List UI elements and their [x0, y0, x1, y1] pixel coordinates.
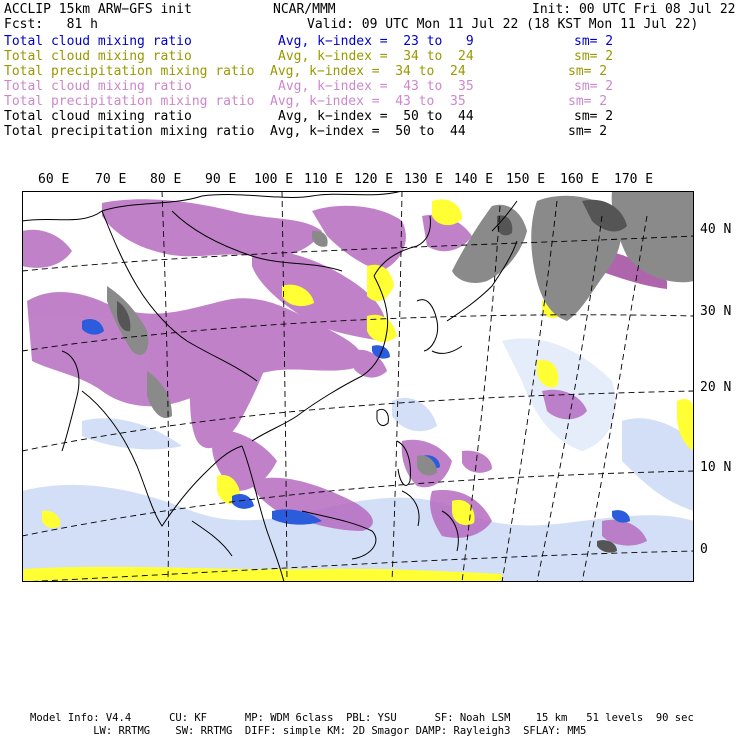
init-time: Init: 00 UTC Fri 08 Jul 22: [532, 2, 736, 17]
field-name: Total cloud mixing ratio: [4, 34, 192, 49]
field-sm: sm= 2: [568, 94, 608, 109]
valid-time: Valid: 09 UTC Mon 11 Jul 22 (18 KST Mon 11 Jul 22): [307, 17, 699, 32]
forecast-hour: Fcst: 81 h: [4, 17, 98, 32]
field-name: Total cloud mixing ratio: [4, 79, 192, 94]
lat-label: 10 N: [700, 460, 732, 475]
lon-label: 110 E: [304, 172, 344, 187]
field-avg: Avg, k−index = 50 to 44: [278, 109, 474, 124]
field-avg: Avg, k−index = 43 to 35: [278, 79, 474, 94]
field-sm: sm= 2: [574, 34, 614, 49]
field-name: Total precipitation mixing ratio: [4, 94, 255, 109]
lon-label: 120 E: [354, 172, 394, 187]
lon-label: 150 E: [506, 172, 546, 187]
lon-label: 130 E: [404, 172, 444, 187]
field-avg: Avg, k−index = 23 to 9: [278, 34, 474, 49]
lat-label: 40 N: [700, 222, 732, 237]
field-name: Total cloud mixing ratio: [4, 49, 192, 64]
field-sm: sm= 2: [574, 109, 614, 124]
model-info-line-1: Model Info: V4.4 CU: KF MP: WDM 6class PBL: YSU SF: Noah LSM 15 km 51 levels 90 sec: [30, 712, 694, 724]
lon-label: 70 E: [95, 172, 127, 187]
field-sm: sm= 2: [568, 124, 608, 139]
plot-title: ACCLIP 15km ARW−GFS init: [4, 2, 192, 17]
field-name: Total precipitation mixing ratio: [4, 124, 255, 139]
lon-label: 60 E: [38, 172, 70, 187]
lon-label: 100 E: [254, 172, 294, 187]
center-label: NCAR/MMM: [273, 2, 336, 17]
lat-label: 20 N: [700, 380, 732, 395]
field-avg: Avg, k−index = 34 to 24: [270, 64, 466, 79]
lon-label: 90 E: [205, 172, 237, 187]
field-sm: sm= 2: [574, 79, 614, 94]
forecast-map: [22, 191, 694, 582]
field-name: Total cloud mixing ratio: [4, 109, 192, 124]
lat-label: 30 N: [700, 304, 732, 319]
lon-label: 80 E: [150, 172, 182, 187]
lon-label: 140 E: [454, 172, 494, 187]
lon-label: 170 E: [614, 172, 654, 187]
field-name: Total precipitation mixing ratio: [4, 64, 255, 79]
field-sm: sm= 2: [568, 64, 608, 79]
field-avg: Avg, k−index = 43 to 35: [270, 94, 466, 109]
model-info-line-2: LW: RRTMG SW: RRTMG DIFF: simple KM: 2D Smagor DAMP: Rayleigh3 SFLAY: MM5: [30, 725, 587, 737]
lat-label: 0: [700, 542, 708, 557]
field-avg: Avg, k−index = 34 to 24: [278, 49, 474, 64]
lon-label: 160 E: [560, 172, 600, 187]
field-avg: Avg, k−index = 50 to 44: [270, 124, 466, 139]
field-sm: sm= 2: [574, 49, 614, 64]
